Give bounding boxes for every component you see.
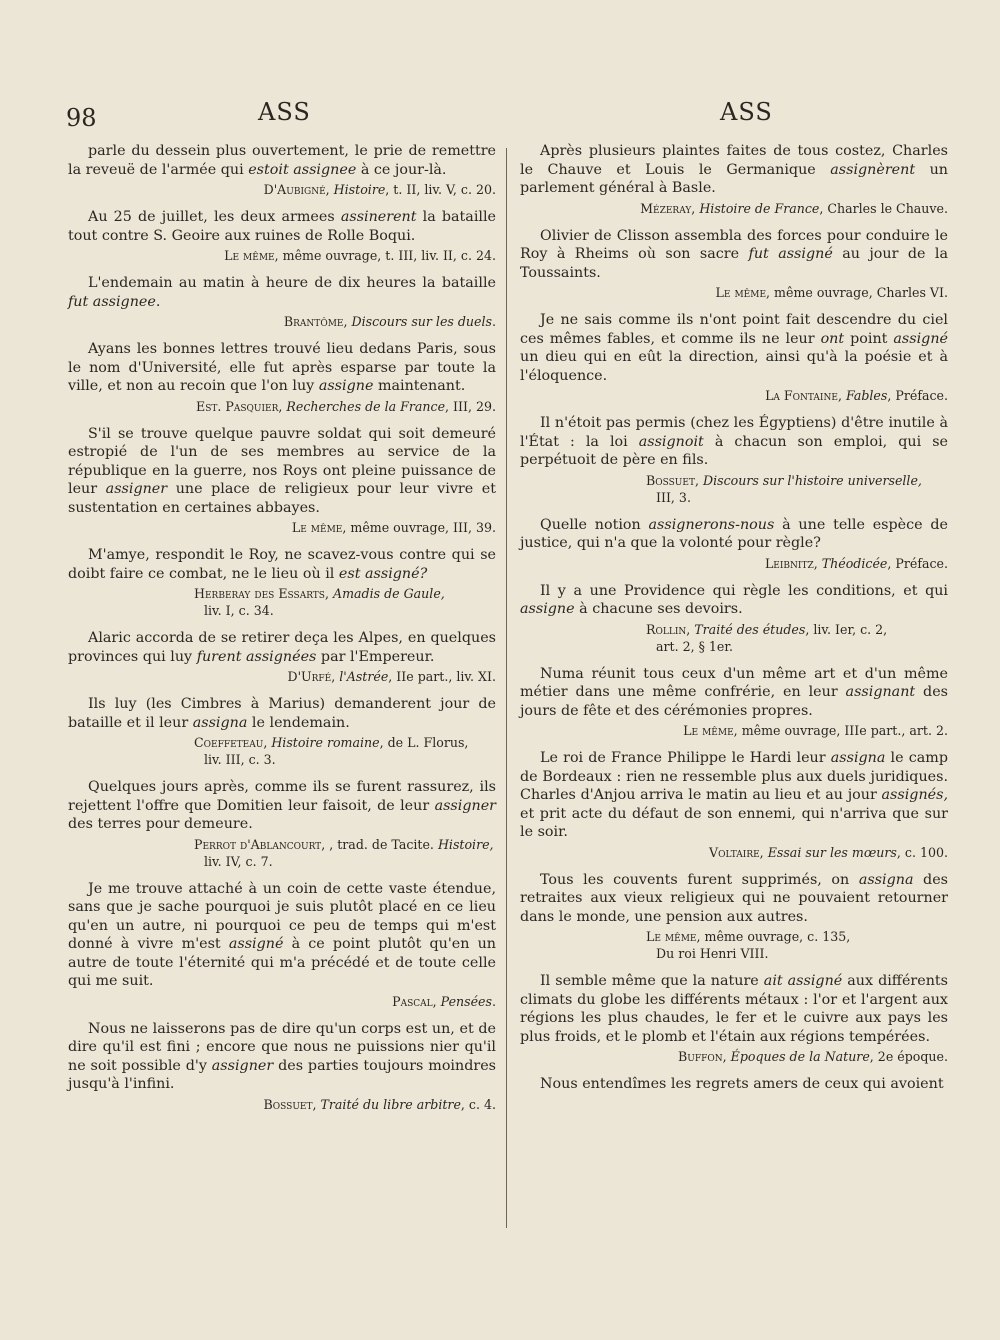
quotation-segment: Alaric accorda de se retirer deça les Alpes, en quelques provinces qui luy <box>68 630 496 665</box>
source-title: Traité des études <box>694 621 806 637</box>
quotation-block <box>68 880 496 1010</box>
quotation-text <box>520 749 948 842</box>
cited-word: assigne <box>520 601 575 617</box>
quotation-block <box>520 142 948 217</box>
quotation-source: Mézeray, Histoire de France, Charles le Chauve. <box>640 200 948 216</box>
quotation-segment: le lendemain. <box>247 714 350 731</box>
quotation-segment: Il y a une Providence qui règle les conditions, et qui <box>540 582 948 599</box>
quotation-text <box>520 227 948 283</box>
quotation-source: Perrot d'Ablancourt, , trad. de Tacite. Histoire, liv. IV, c. 7. <box>68 836 496 870</box>
source-reference: , 2e époque. <box>869 1049 948 1064</box>
quotation-block <box>520 871 948 963</box>
quotation-text <box>68 778 496 834</box>
quotation-source: Le même, même ouvrage, Charles VI. <box>715 285 948 300</box>
cited-word: fut assignee <box>68 293 156 310</box>
cited-word: assigne <box>318 378 374 394</box>
quotation-source: Est. Pasquier, Recherches de la France, III, 29. <box>196 398 496 414</box>
source-reference: , Préface. <box>887 555 948 571</box>
quotation-block <box>520 311 948 404</box>
source-reference-line2: Du roi Henri VIII. <box>656 946 769 961</box>
source-reference: , IIe part., liv. XI. <box>388 669 496 684</box>
source-reference-line2: liv. I, c. 34. <box>204 603 274 618</box>
quotation-text <box>520 871 948 927</box>
source-reference: . <box>491 993 496 1009</box>
quotation-text <box>68 142 496 179</box>
source-title: Histoire romaine <box>271 735 380 750</box>
quotation-block <box>520 665 948 740</box>
source-title: Recherches de la France <box>286 398 446 414</box>
cited-word: assigner <box>211 1057 274 1074</box>
quotation-text <box>68 629 496 666</box>
source-reference: , t. II, liv. V, c. 20. <box>385 182 496 197</box>
quotation-segment: Ils luy (les Cimbres à Marius) demanderent jour de bataille et il leur <box>68 696 496 731</box>
source-reference-line2: liv. IV, c. 7. <box>204 853 273 869</box>
source-title: Histoire <box>333 182 386 197</box>
quotation-segment: parle du dessein plus ouvertement, le prie de remettre la reveuë de l'armée qui <box>68 143 496 178</box>
quotation-block <box>520 414 948 506</box>
source-reference: , de L. Florus, <box>379 735 469 750</box>
quotation-segment: Numa réunit tous ceux d'un même art et d'un même métier dans une même confrérie, en leur <box>520 665 948 700</box>
source-author: Leibnitz <box>764 555 814 571</box>
source-author: Bossuet <box>263 1096 313 1112</box>
quotation-block <box>68 208 496 264</box>
cited-word: assinerent <box>340 209 417 225</box>
source-author: Mézeray <box>640 200 692 216</box>
quotation-block <box>520 972 948 1065</box>
source-title: Fables <box>845 388 888 403</box>
quotation-text <box>520 972 948 1046</box>
quotation-source: Bossuet, Traité du libre arbitre, c. 4. <box>263 1096 496 1112</box>
quotation-segment: Nous entendîmes les regrets amers de ceux qui avoient <box>540 1076 944 1092</box>
quotation-source: Leibnitz, Théodicée, Préface. <box>764 555 948 571</box>
source-reference: , III, 29. <box>445 398 496 414</box>
quotation-block <box>520 1075 948 1094</box>
cited-word: assigné <box>228 936 284 952</box>
cited-word: estoit assignee <box>248 161 357 178</box>
source-title: Théodicée <box>821 555 888 571</box>
source-author: D'Urfé <box>287 669 332 684</box>
source-reference: , Charles le Chauve. <box>819 200 948 216</box>
column-divider <box>506 148 507 1228</box>
quotation-segment: des parties toujours moindres jusqu'à l'infini. <box>68 1057 496 1092</box>
source-author: Pascal <box>392 993 433 1009</box>
source-title-second: Histoire, <box>437 836 494 852</box>
quotation-text <box>68 880 496 991</box>
quotation-segment: M'amye, respondit le Roy, ne scavez-vous contre qui se doibt faire ce combat, ne le lieu où il <box>68 547 496 582</box>
quotation-segment: par l'Empereur. <box>316 648 435 665</box>
quotation-text <box>520 516 948 553</box>
cited-word: ait assigné <box>763 973 843 989</box>
quotation-block <box>68 546 496 619</box>
source-reference: même ouvrage, c. 135, <box>704 929 851 944</box>
source-author: Perrot d'Ablancourt <box>194 836 322 852</box>
quotation-text <box>68 274 496 311</box>
source-reference: , liv. Ier, c. 2, <box>805 621 888 637</box>
quotation-segment: et prit acte du défaut de son ennemi, qui n'arriva que sur le soir. <box>520 805 948 840</box>
cited-word: assignerons-nous <box>648 516 775 533</box>
quotation-text <box>68 695 496 732</box>
quotation-block <box>68 142 496 198</box>
source-author: Voltaire <box>709 844 760 860</box>
quotation-block <box>520 749 948 861</box>
quotation-segment: L'endemain au matin à heure de dix heures la bataille <box>88 275 496 291</box>
quotation-segment: Je me trouve attaché à un coin de cette vaste étendue, sans que je sache pourquoi je suis plutôt placé en ce lieu qu'en un autre, ni pourquoi ce peu de temps qui m'est donné à vivre m'est <box>68 880 496 952</box>
quotation-block <box>68 1020 496 1113</box>
quotation-segment: à ce point plutôt qu'en un autre de toute l'éternité qui m'a précédé et de toute celle qui me suit. <box>68 936 497 989</box>
page-number: 98 <box>66 104 97 132</box>
quotation-segment: S'il se trouve quelque pauvre soldat qui soit demeuré estropié de l'un de ses membres au service de la république en la guerre, nos Roys ont pleine puissance de leur <box>68 425 496 497</box>
quotation-segment: Le roi de France Philippe le Hardi leur <box>540 750 831 766</box>
quotation-source: Buffon, Époques de la Nature, 2e époque. <box>678 1049 948 1064</box>
quotation-text <box>68 208 496 245</box>
source-author: D'Aubigné <box>263 182 326 197</box>
source-author: Coeffeteau <box>194 735 264 750</box>
quotation-segment: à ce jour-là. <box>356 161 447 178</box>
quotation-source: Le même, même ouvrage, IIIe part., art. 2. <box>683 723 948 738</box>
quotation-segment: une place de religieux pour leur vivre et sustentation en certaines abbayes. <box>68 481 496 516</box>
quotation-source: Le même, même ouvrage, t. III, liv. II, c. 24. <box>224 248 496 263</box>
quotation-segment: des retraites aux vieux religieux qui ne pouvaient retourner dans le monde, une pension aux autres. <box>520 871 948 925</box>
source-reference-line2: III, 3. <box>656 489 691 505</box>
quotation-text <box>520 665 948 721</box>
quotation-text <box>520 414 948 470</box>
cited-word: fut assigné <box>748 246 833 262</box>
cited-word: assigna <box>830 750 886 766</box>
quotation-block <box>520 582 948 655</box>
quotation-text <box>520 1075 948 1094</box>
source-author: Le même <box>291 520 343 535</box>
quotation-segment: Quelques jours après, comme ils se furent rassurez, ils rejettent l'offre que Domitien leur faisoit, de leur <box>68 779 496 814</box>
quotation-block <box>520 516 948 572</box>
left-column <box>68 142 496 1123</box>
source-author: Le même <box>224 248 275 263</box>
cited-word: assignoit <box>638 433 704 450</box>
source-reference: , c. 100. <box>896 844 948 860</box>
quotation-source: Herberay des Essarts, Amadis de Gaule, liv. I, c. 34. <box>68 585 496 619</box>
quotation-text <box>520 582 948 619</box>
cited-word: assignant <box>845 684 916 700</box>
source-reference: . <box>491 314 496 329</box>
source-title: Traité du libre arbitre <box>320 1096 461 1112</box>
quotation-segment: la bataille tout contre S. Geoire aux ruines de Rolle Boqui. <box>68 209 497 244</box>
cited-word: assigner <box>434 797 496 814</box>
cited-word: assigné <box>893 330 948 347</box>
source-author: Le même <box>646 929 697 944</box>
quotation-source: Le même, même ouvrage, c. 135, Du roi Henri VIII. <box>520 928 948 962</box>
quotation-text <box>520 142 948 198</box>
quotation-segment: des jours de fête et des cérémonies propres. <box>520 684 948 719</box>
source-author: Rollin <box>646 621 687 637</box>
right-column <box>520 142 948 1104</box>
cited-word: est assigné? <box>338 565 428 582</box>
cited-word: assigna <box>858 871 914 888</box>
quotation-text <box>68 340 496 396</box>
source-title: Histoire de France <box>699 200 820 216</box>
quotation-segment: Nous ne laisserons pas de dire qu'un corps est un, et de dire qu'il est fini ; encore que nous ne puissions nier qu'il ne soit possible d'y <box>68 1020 496 1074</box>
cited-word: assignèrent <box>830 161 916 178</box>
quotation-segment: Au 25 de juillet, les deux armees <box>88 209 341 225</box>
quotation-text <box>68 425 496 518</box>
quotation-segment: . <box>155 293 161 310</box>
quotation-source: Pascal, Pensées. <box>392 993 496 1009</box>
source-author: Le même <box>715 285 767 300</box>
quotation-segment: au jour de la Toussaints. <box>520 246 948 281</box>
source-author: Herberay des Essarts <box>194 586 325 601</box>
quotation-block <box>520 227 948 302</box>
quotation-block <box>68 274 496 330</box>
quotation-segment: à chacune ses devoirs. <box>574 601 743 617</box>
quotation-segment: aux différents climats du globe les différents métaux : l'or et l'argent aux régions les plus chaudes, le fer et le cuivre aux pays les plus froids, et le plomb et l'étain aux régions tempérées. <box>520 973 949 1045</box>
quotation-source: Rollin, Traité des études, liv. Ier, c. 2, art. 2, § 1er. <box>520 621 948 655</box>
quotation-source: La Fontaine, Fables, Préface. <box>765 388 948 403</box>
quotation-text <box>520 311 948 385</box>
source-reference: même ouvrage, Charles VI. <box>774 285 948 300</box>
source-title: Pensées <box>440 993 492 1009</box>
source-reference: , trad. de Tacite. <box>329 836 438 852</box>
quotation-source: Coeffeteau, Histoire romaine, de L. Florus, liv. III, c. 3. <box>68 734 496 768</box>
quotation-segment: Il n'étoit pas permis (chez les Égyptiens) d'être inutile à l'État : la loi <box>520 415 948 450</box>
quotation-segment: un dieu qui en eût la direction, ainsi qu'à la poésie et à l'éloquence. <box>520 349 948 384</box>
source-author: Est. Pasquier <box>196 398 279 414</box>
quotation-segment: Quelle notion <box>540 516 649 533</box>
source-reference-line2: art. 2, § 1er. <box>656 638 734 654</box>
quotation-text <box>68 1020 496 1094</box>
quotation-source: Brantôme, Discours sur les duels. <box>283 314 496 329</box>
source-title: Essai sur les mœurs <box>767 844 897 860</box>
source-title: l'Astrée <box>339 669 389 684</box>
running-headword-right: ASS <box>720 98 773 126</box>
quotation-segment: à chacun son emploi, qui se perpétuoit de père en fils. <box>520 433 948 468</box>
quotation-segment: Tous les couvents furent supprimés, on <box>540 871 859 888</box>
quotation-block <box>68 340 496 415</box>
quotation-block <box>68 425 496 537</box>
quotation-source: D'Urfé, l'Astrée, IIe part., liv. XI. <box>287 669 496 684</box>
quotation-block <box>68 629 496 685</box>
running-headword-left: ASS <box>258 98 311 126</box>
quotation-segment: Il semble même que la nature <box>540 973 764 989</box>
quotation-source: D'Aubigné, Histoire, t. II, liv. V, c. 20. <box>263 182 496 197</box>
cited-word: ont <box>820 330 845 347</box>
source-author: Le même <box>683 723 734 738</box>
quotation-segment: à une telle espèce de justice, qui n'a que la volonté pour règle? <box>520 516 948 551</box>
source-author: Bossuet <box>646 472 695 488</box>
page-header <box>0 98 1000 138</box>
source-reference: , Préface. <box>887 388 948 403</box>
cited-word: assigna <box>192 714 248 731</box>
quotation-segment: Après plusieurs plaintes faites de tous costez, Charles le Chauve et Louis le Germanique <box>520 143 948 178</box>
source-author: Buffon <box>678 1049 723 1064</box>
source-reference: , c. 4. <box>460 1096 496 1112</box>
source-title: Discours sur les duels <box>351 314 492 329</box>
quotation-segment: maintenant. <box>373 378 466 394</box>
source-title: Amadis de Gaule, <box>333 586 445 601</box>
quotation-text <box>68 546 496 583</box>
source-author: La Fontaine <box>765 388 838 403</box>
quotation-segment: des terres pour demeure. <box>68 816 253 832</box>
cited-word: assigner <box>105 481 168 497</box>
source-title: Époques de la Nature <box>730 1049 870 1064</box>
source-author: Brantôme <box>283 314 344 329</box>
quotation-segment: point <box>844 330 894 347</box>
quotation-block <box>68 695 496 768</box>
quotation-segment: Olivier de Clisson assembla des forces pour conduire le Roy à Rheims où son sacre <box>520 227 948 262</box>
cited-word: assignés, <box>881 787 948 803</box>
quotation-source: Bossuet, Discours sur l'histoire universelle, III, 3. <box>520 472 948 506</box>
quotation-segment: Ayans les bonnes lettres trouvé lieu dedans Paris, sous le nom d'Université, elle fut après esparse par toute la ville, et non au recoin que l'on luy <box>68 341 496 394</box>
cited-word: furent assignées <box>196 648 317 665</box>
source-title: Discours sur l'histoire universelle, <box>702 472 922 488</box>
source-reference: même ouvrage, IIIe part., art. 2. <box>741 723 948 738</box>
source-reference: même ouvrage, t. III, liv. II, c. 24. <box>282 248 496 263</box>
source-reference: même ouvrage, III, 39. <box>350 520 496 535</box>
quotation-segment: le camp de Bordeaux : rien ne ressemble plus aux duels juridiques. Charles d'Anjou arriva le matin au lieu et au jour <box>520 750 948 803</box>
source-reference-line2: liv. III, c. 3. <box>204 752 276 767</box>
quotation-source: Voltaire, Essai sur les mœurs, c. 100. <box>709 844 948 860</box>
quotation-segment: un parlement général à Basle. <box>520 161 948 196</box>
quotation-source: Le même, même ouvrage, III, 39. <box>291 520 496 535</box>
quotation-segment: Je ne sais comme ils n'ont point fait descendre du ciel ces mêmes fables, et comme ils ne leur <box>520 312 948 347</box>
quotation-block <box>68 778 496 870</box>
